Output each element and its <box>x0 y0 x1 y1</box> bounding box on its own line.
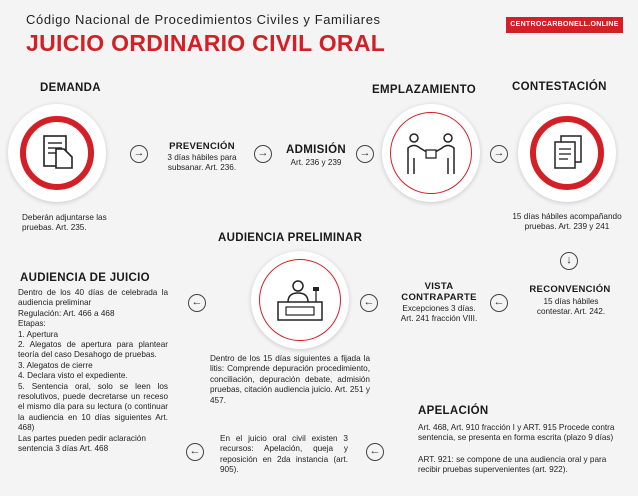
list-item: 5. Sentencia oral, solo se leen los resolutivos, puede decretarse un receso el mismo día para su lectura (o continuar la audiencia en 10 días siguientes Art. 468) <box>18 381 168 433</box>
list-item: 3. Alegatos de cierre <box>18 360 93 370</box>
vista-title-2: CONTRAPARTE <box>401 292 477 303</box>
reconvencion-title: RECONVENCIÓN <box>529 284 611 295</box>
demanda-text: Deberán adjuntarse las pruebas. Art. 235. <box>22 213 107 233</box>
emplazamiento-circle <box>382 104 480 202</box>
demanda-circle <box>8 104 106 202</box>
list-item: Las partes pueden pedir aclaración sentencia 3 días Art. 468 <box>18 433 146 454</box>
list-item: Regulación: Art. 466 a 468 <box>18 308 115 318</box>
supertitle: Código Nacional de Procedimientos Civiles y Familiares <box>26 12 381 27</box>
page-title: JUICIO ORDINARIO CIVIL ORAL <box>26 30 386 56</box>
list-item: 1. Apertura <box>18 329 59 339</box>
judge-icon <box>272 278 328 322</box>
arrow-right-icon: → <box>254 145 272 163</box>
documents-icon <box>551 134 585 172</box>
list-item: Dentro de los 40 días de celebrada la audiencia preliminar <box>18 288 168 308</box>
audiencia-juicio-list <box>18 288 168 455</box>
arrow-left-icon: ← <box>366 443 384 461</box>
arrow-down-icon: ↓ <box>560 252 578 270</box>
handshake-icon <box>402 132 460 176</box>
audiencia-preliminar-circle <box>251 251 349 349</box>
document-icon <box>42 135 74 171</box>
emplazamiento-title: EMPLAZAMIENTO <box>372 84 476 96</box>
site-badge[interactable]: CENTROCARBONELL.ONLINE <box>506 17 623 33</box>
demanda-title: DEMANDA <box>40 82 101 94</box>
arrow-right-icon: → <box>356 145 374 163</box>
arrow-left-icon: ← <box>188 294 206 312</box>
arrow-left-icon: ← <box>360 294 378 312</box>
audiencia-preliminar-text: Dentro de los 15 días siguientes a fijada la litis: Comprende depuración procedimiento, conciliación, depuración debate, admisión pruebas, citación audiencia juicio. Art. 251 y 457. <box>210 354 370 405</box>
list-item: 2. Alegatos de apertura para plantear teoría del caso Desahogo de pruebas. <box>18 340 168 360</box>
audiencia-preliminar-title: AUDIENCIA PRELIMINAR <box>218 232 363 244</box>
reconvencion-text: 15 días hábiles contestar. Art. 242. <box>536 297 606 317</box>
contestacion-title: CONTESTACIÓN <box>512 81 607 93</box>
vista-title-1: VISTA <box>424 281 454 292</box>
apelacion-title: APELACIÓN <box>418 405 489 417</box>
arrow-right-icon: → <box>130 145 148 163</box>
list-item: Etapas: <box>18 319 46 329</box>
admision-text: Art. 236 y 239 <box>290 158 342 167</box>
recursos-text: En el juicio oral civil existen 3 recursos: Apelación, queja y reposición en 2da instancia (art. 905). <box>220 434 348 475</box>
arrow-right-icon: → <box>490 145 508 163</box>
vista-text: Excepciones 3 días. Art. 241 fracción VIII. <box>400 304 478 324</box>
arrow-left-icon: ← <box>490 294 508 312</box>
apelacion-text-2: ART. 921: se compone de una audiencia oral y para recibir pruebas supervenientes (art. 922). <box>418 455 607 475</box>
audiencia-juicio-title: AUDIENCIA DE JUICIO <box>20 272 150 284</box>
arrow-left-icon: ← <box>186 443 204 461</box>
admision-title: ADMISIÓN <box>286 144 346 156</box>
prevencion-title: PREVENCIÓN <box>169 141 235 152</box>
apelacion-text-1: Art. 468, Art. 910 fracción I y ART. 915 Procede contra sentencia, se presenta en forma escrita (plazo 9 días) <box>418 423 615 443</box>
contestacion-text: 15 días hábiles acompañando pruebas. Art. 239 y 241 <box>512 212 622 232</box>
list-item: 4. Declara visto el expediente. <box>18 371 128 381</box>
prevencion-text: 3 días hábiles para subsanar. Art. 236. <box>167 153 237 173</box>
contestacion-circle <box>518 104 616 202</box>
